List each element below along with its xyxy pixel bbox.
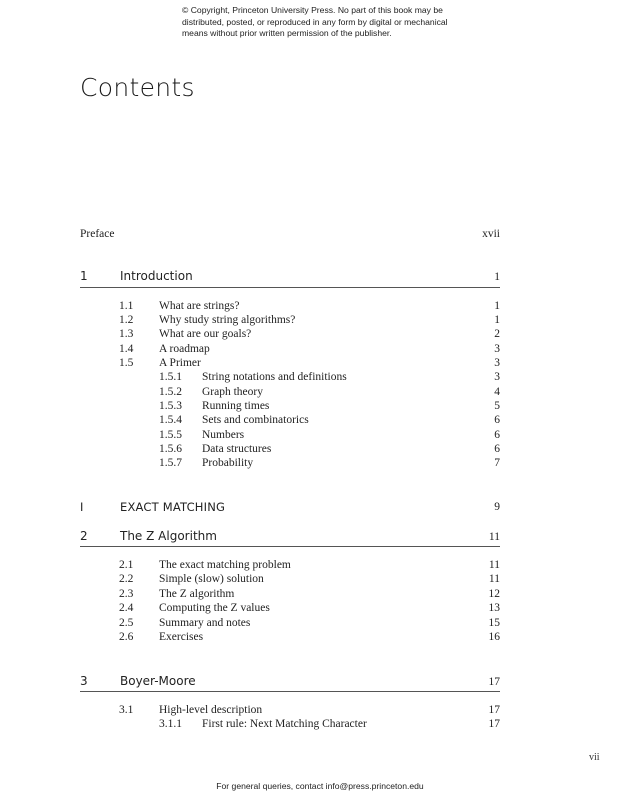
subsection-number: 1.5.5 [159,429,182,441]
section-title: A Primer [159,357,201,369]
section-title: The exact matching problem [159,559,291,571]
subsection-title: Sets and combinatorics [202,414,309,426]
page-title: Contents [80,73,195,102]
toc-section[interactable] [80,588,500,602]
section-page: 11 [488,559,500,571]
section-title: A roadmap [159,343,210,355]
toc-part-1[interactable] [80,500,500,514]
chapter-rule [80,691,500,692]
toc-section[interactable] [80,559,500,573]
subsection-number: 1.5.7 [159,457,182,469]
section-page: 1 [494,300,500,312]
toc-section[interactable] [80,602,500,616]
chapter-title: Boyer-Moore [120,674,196,688]
section-title: Computing the Z values [159,602,270,614]
toc-subsection[interactable] [80,457,500,471]
toc-section[interactable] [80,573,500,587]
toc-chapter-3[interactable] [80,674,500,692]
toc-section[interactable] [80,314,500,328]
toc-subsection[interactable] [80,414,500,428]
entry-page: xvii [482,228,500,240]
subsection-title: Data structures [202,443,272,455]
chapter-rule [80,287,500,288]
section-page: 16 [488,631,500,643]
section-title: What are our goals? [159,328,252,340]
subsection-page: 7 [494,457,500,469]
section-title: Summary and notes [159,617,251,629]
section-number: 2.1 [119,559,134,571]
part-title: EXACT MATCHING [120,500,226,514]
section-title: High-level description [159,704,263,716]
chapter-title: The Z Algorithm [120,529,217,543]
page-number: vii [589,752,600,763]
toc-section[interactable] [80,617,500,631]
section-page: 13 [488,602,500,614]
chapter-title: Introduction [120,269,193,283]
subsection-title: String notations and definitions [202,371,347,383]
subsection-title: First rule: Next Matching Character [202,718,367,730]
section-number: 2.6 [119,631,134,643]
section-number: 1.5 [119,357,134,369]
section-title: What are strings? [159,300,240,312]
subsection-number: 1.5.2 [159,386,182,398]
toc-subsection[interactable] [80,429,500,443]
toc-section[interactable] [80,300,500,314]
section-page: 3 [494,357,500,369]
copyright-notice [182,5,482,40]
subsection-page: 6 [494,414,500,426]
toc-subsection[interactable] [80,386,500,400]
section-number: 2.2 [119,573,134,585]
section-title: The Z algorithm [159,588,235,600]
toc-section[interactable] [80,357,500,371]
toc-section[interactable] [80,704,500,718]
section-page: 15 [488,617,500,629]
toc-entry-preface[interactable] [80,228,500,242]
toc-subsection[interactable] [80,400,500,414]
toc-chapter-2[interactable] [80,529,500,547]
subsection-number: 1.5.3 [159,400,182,412]
subsection-title: Graph theory [202,386,263,398]
toc-section[interactable] [80,343,500,357]
copyright-line: © Copyright, Princeton University Press. No part of this book may be [182,5,443,15]
copyright-line: distributed, posted, or reproduced in any form by digital or mechanical [182,16,448,27]
section-title: Exercises [159,631,204,643]
section-number: 2.4 [119,602,134,614]
chapter-page: 1 [494,271,500,283]
part-page: 9 [494,501,500,513]
chapter-page: 17 [488,676,500,688]
subsection-number: 1.5.4 [159,414,182,426]
subsection-page: 3 [494,371,500,383]
chapter-number: 3 [80,674,88,688]
entry-title: Preface [80,228,115,240]
section-page: 2 [494,328,500,340]
chapter-number: 2 [80,529,88,543]
section-page: 12 [488,588,500,600]
toc-subsection[interactable] [80,443,500,457]
section-number: 2.5 [119,617,134,629]
section-number: 1.4 [119,343,134,355]
section-number: 2.3 [119,588,134,600]
chapter-rule [80,546,500,547]
section-number: 1.2 [119,314,134,326]
section-number: 1.1 [119,300,134,312]
chapter-number: 1 [80,269,88,283]
section-page: 1 [494,314,500,326]
section-number: 3.1 [119,704,134,716]
footer-contact: For general queries, contact info@press.princeton.edu [216,781,424,791]
subsection-page: 5 [494,400,500,412]
part-number: I [80,500,84,514]
subsection-number: 3.1.1 [159,718,182,730]
toc-section[interactable] [80,631,500,645]
subsection-page: 6 [494,429,500,441]
subsection-title: Probability [202,457,254,469]
toc-chapter-1[interactable] [80,269,500,287]
section-page: 11 [488,573,500,585]
subsection-number: 1.5.6 [159,443,182,455]
copyright-line: means without prior written permission of the publisher. [182,28,392,38]
toc-subsection[interactable] [80,718,500,732]
subsection-page: 4 [494,386,500,398]
section-page: 3 [494,343,500,355]
subsection-title: Running times [202,400,270,412]
section-page: 17 [488,704,500,716]
subsection-number: 1.5.1 [159,371,182,383]
toc-section[interactable] [80,328,500,342]
section-title: Simple (slow) solution [159,573,264,585]
section-title: Why study string algorithms? [159,314,296,326]
subsection-title: Numbers [202,429,245,441]
toc-subsection[interactable] [80,371,500,385]
subsection-page: 17 [488,718,500,730]
section-number: 1.3 [119,328,134,340]
subsection-page: 6 [494,443,500,455]
chapter-page: 11 [488,531,500,543]
